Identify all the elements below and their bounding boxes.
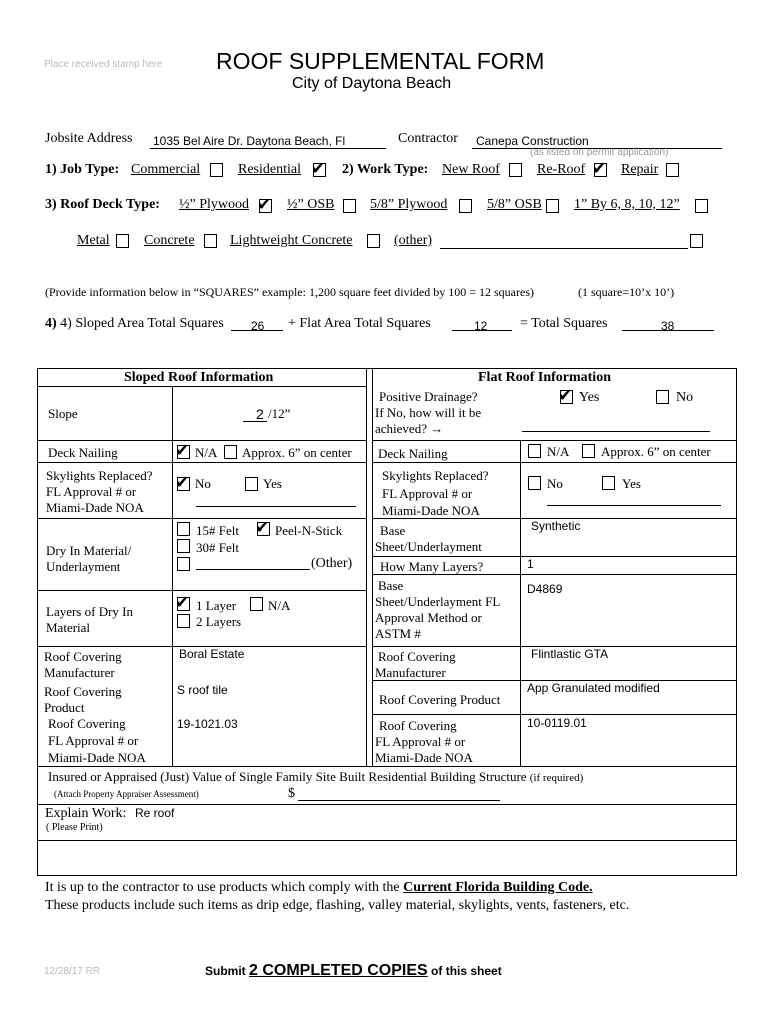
- layers-label-2: Material: [46, 620, 91, 635]
- flat-deck-nailing-label: Deck Nailing: [378, 446, 448, 461]
- one-layer-label: 1 Layer: [196, 598, 237, 613]
- felt15-checkbox[interactable]: [177, 522, 190, 536]
- flat-approval-value[interactable]: 10-0119.01: [527, 716, 587, 730]
- deck-osb-half: ½” OSB: [287, 197, 335, 212]
- deck-nailing-label: Deck Nailing: [48, 445, 118, 460]
- layers-na-checkbox[interactable]: [250, 597, 263, 611]
- check-icon: ✔: [257, 195, 272, 215]
- squares-note: (Provide information below in “SQUARES” example: 1,200 square feet divided by 100 = 12 squares): [45, 285, 534, 299]
- flat-nailing-na-checkbox[interactable]: [528, 444, 541, 458]
- layers-na-label: N/A: [268, 598, 291, 613]
- deck-ply-58: 5/8” Plywood: [370, 197, 448, 212]
- sloped-squares-label: 4) 4) Sloped Area Total Squares: [45, 316, 224, 331]
- deck-one-by: 1” By 6, 8, 10, 12”: [574, 197, 680, 212]
- job-type-commercial: Commercial: [131, 162, 201, 177]
- job-type-label: 1) Job Type:: [45, 162, 120, 177]
- flat-nailing-approx-checkbox[interactable]: [582, 444, 595, 458]
- flat-skylights-1: Skylights Replaced?: [382, 468, 489, 483]
- ply-58-checkbox[interactable]: [459, 199, 472, 213]
- dollar-sign: $: [288, 786, 295, 801]
- check-icon: ✔: [311, 159, 326, 179]
- metal-checkbox[interactable]: [116, 234, 129, 248]
- sloped-approval-value[interactable]: 19-1021.03: [177, 717, 238, 731]
- drainage-label-3: achieved? →: [375, 421, 444, 436]
- check-icon: ✔: [175, 473, 190, 493]
- layers-count-label: How Many Layers?: [380, 559, 484, 574]
- dry-in-label-1: Dry In Material/: [46, 543, 132, 558]
- revision-date: 12/28/17 RR: [44, 966, 101, 977]
- products-statement: These products include such items as drip edge, flashing, valley material, skylights, vents, fasteners, etc.: [45, 898, 630, 913]
- check-icon: ✔: [558, 386, 573, 406]
- layers-count-value[interactable]: 1: [527, 557, 534, 571]
- method-label-1: Base: [378, 578, 404, 593]
- jobsite-label: Jobsite Address: [45, 131, 133, 146]
- sloped-nailing-na: N/A: [195, 445, 218, 460]
- sloped-approval-label-2: FL Approval # or: [48, 733, 139, 748]
- sloped-skylights-2: FL Approval # or: [46, 484, 137, 499]
- square-definition: (1 square=10’x 10’): [578, 285, 675, 299]
- work-type-label: 2) Work Type:: [342, 162, 429, 177]
- flat-squares-value[interactable]: 12: [474, 319, 488, 333]
- work-type-repair: Repair: [621, 162, 659, 177]
- peel-label: Peel-N-Stick: [275, 523, 343, 538]
- flat-skylights-3: Miami-Dade NOA: [382, 503, 480, 518]
- flat-nailing-approx: Approx. 6” on center: [601, 444, 711, 459]
- sloped-product-label-1: Roof Covering: [44, 684, 122, 699]
- explain-note: ( Please Print): [46, 822, 103, 833]
- felt30-checkbox[interactable]: [177, 539, 190, 553]
- sloped-nailing-approx-checkbox[interactable]: [224, 445, 237, 459]
- deck-ply-half: ½” Plywood: [179, 197, 249, 212]
- jobsite-value[interactable]: 1035 Bel Aire Dr. Daytona Beach, Fl: [153, 134, 346, 148]
- deck-osb-58: 5/8” OSB: [487, 197, 542, 212]
- flat-manuf-label-2: Manufacturer: [375, 665, 446, 680]
- drainage-label-2: If No, how will it be: [375, 405, 482, 420]
- sloped-skylights-yes: Yes: [263, 476, 282, 491]
- method-label-3: Approval Method or: [375, 610, 482, 625]
- explain-value[interactable]: Re roof: [135, 806, 175, 820]
- work-type-new-roof: New Roof: [442, 162, 500, 177]
- deck-other: (other): [394, 233, 433, 248]
- attach-note: (Attach Property Appraiser Assessment): [54, 789, 199, 799]
- check-icon: ✔: [175, 593, 190, 613]
- sloped-manuf-value[interactable]: Boral Estate: [179, 647, 245, 661]
- submit-instruction: Submit 2 COMPLETED COPIES of this sheet: [205, 962, 502, 979]
- slope-suffix: /12”: [268, 406, 291, 421]
- total-squares-value[interactable]: 38: [661, 319, 675, 333]
- osb-half-checkbox[interactable]: [343, 199, 356, 213]
- deck-metal: Metal: [77, 233, 110, 248]
- sloped-product-value[interactable]: S roof tile: [177, 683, 228, 697]
- sloped-manuf-label-1: Roof Covering: [44, 649, 122, 664]
- flat-heading: Flat Roof Information: [478, 370, 611, 385]
- check-icon: ✔: [175, 441, 190, 461]
- base-value[interactable]: Synthetic: [531, 519, 581, 533]
- dry-in-other-checkbox[interactable]: [177, 557, 190, 571]
- dry-in-label-2: Underlayment: [46, 559, 121, 574]
- other-checkbox[interactable]: [690, 234, 703, 248]
- flat-approval-label-1: Roof Covering: [379, 718, 457, 733]
- dry-in-other-label: (Other): [311, 556, 353, 571]
- concrete-checkbox[interactable]: [204, 234, 217, 248]
- commercial-checkbox[interactable]: [210, 163, 223, 177]
- contractor-label: Contractor: [398, 131, 458, 146]
- sloped-skylights-no: No: [195, 476, 211, 491]
- flat-skylights-yes: Yes: [622, 476, 641, 491]
- method-value[interactable]: D4869: [527, 582, 563, 596]
- code-statement: It is up to the contractor to use products which comply with the Current Florida Building Code.: [45, 880, 593, 895]
- sloped-approval-label-3: Miami-Dade NOA: [48, 750, 146, 765]
- stamp-placeholder: Place received stamp here: [44, 59, 163, 70]
- flat-skylights-no-checkbox[interactable]: [528, 476, 541, 490]
- flat-skylights-no: No: [547, 476, 563, 491]
- base-label-2: Sheet/Underlayment: [375, 539, 482, 554]
- total-squares-label: = Total Squares: [520, 316, 608, 331]
- slope-value[interactable]: 2: [256, 406, 264, 422]
- drainage-no: No: [676, 390, 694, 405]
- sloped-squares-value[interactable]: 26: [251, 319, 265, 333]
- sloped-skylights-yes-checkbox[interactable]: [245, 477, 258, 491]
- contractor-value[interactable]: Canepa Construction: [476, 134, 589, 148]
- flat-approval-label-3: Miami-Dade NOA: [375, 750, 473, 765]
- felt15-label: 15# Felt: [196, 523, 239, 538]
- drainage-no-checkbox[interactable]: [656, 390, 669, 404]
- check-icon: ✔: [592, 159, 607, 179]
- drainage-label-1: Positive Drainage?: [379, 389, 478, 404]
- flat-skylights-2: FL Approval # or: [382, 486, 473, 501]
- sloped-product-label-2: Product: [44, 700, 85, 715]
- contractor-note: (as listed on permit application): [530, 147, 669, 158]
- lightweight-checkbox[interactable]: [367, 234, 380, 248]
- sloped-skylights-3: Miami-Dade NOA: [46, 500, 144, 515]
- layers-label-1: Layers of Dry In: [46, 604, 133, 619]
- two-layers-checkbox[interactable]: [177, 614, 190, 628]
- explain-label: Explain Work:: [45, 806, 127, 821]
- deck-type-label: 3) Roof Deck Type:: [45, 197, 160, 212]
- two-layers-label: 2 Layers: [196, 614, 242, 629]
- flat-squares-label: + Flat Area Total Squares: [288, 316, 431, 331]
- sloped-approval-label-1: Roof Covering: [48, 716, 126, 731]
- form-subtitle: City of Daytona Beach: [292, 75, 452, 92]
- form-title: ROOF SUPPLEMENTAL FORM: [216, 48, 545, 74]
- method-label-4: ASTM #: [375, 626, 421, 641]
- slope-label: Slope: [48, 406, 78, 421]
- felt30-label: 30# Felt: [196, 540, 239, 555]
- check-icon: ✔: [255, 518, 270, 538]
- flat-nailing-na: N/A: [547, 444, 570, 459]
- deck-lightweight: Lightweight Concrete: [230, 233, 353, 248]
- method-label-2: Sheet/Underlayment FL: [375, 594, 501, 609]
- drainage-yes: Yes: [579, 390, 600, 405]
- insured-label: Insured or Appraised (Just) Value of Single Family Site Built Residential Building Structure (if required): [48, 769, 584, 784]
- flat-manuf-value[interactable]: Flintlastic GTA: [531, 647, 609, 661]
- flat-skylights-yes-checkbox[interactable]: [602, 476, 615, 490]
- new-roof-checkbox[interactable]: [509, 163, 522, 177]
- one-by-checkbox[interactable]: [695, 199, 708, 213]
- flat-product-value[interactable]: App Granulated modified: [527, 681, 660, 695]
- job-type-residential: Residential: [238, 162, 301, 177]
- sloped-manuf-label-2: Manufacturer: [44, 665, 115, 680]
- flat-manuf-label-1: Roof Covering: [378, 649, 456, 664]
- repair-checkbox[interactable]: [666, 163, 679, 177]
- flat-product-label: Roof Covering Product: [379, 692, 501, 707]
- osb-58-checkbox[interactable]: [546, 199, 559, 213]
- sloped-nailing-approx: Approx. 6” on center: [242, 445, 352, 460]
- sloped-skylights-1: Skylights Replaced?: [46, 468, 153, 483]
- sloped-heading: Sloped Roof Information: [124, 370, 274, 385]
- base-label-1: Base: [380, 523, 406, 538]
- deck-concrete: Concrete: [144, 233, 195, 248]
- flat-approval-label-2: FL Approval # or: [375, 734, 466, 749]
- work-type-re-roof: Re-Roof: [537, 162, 586, 177]
